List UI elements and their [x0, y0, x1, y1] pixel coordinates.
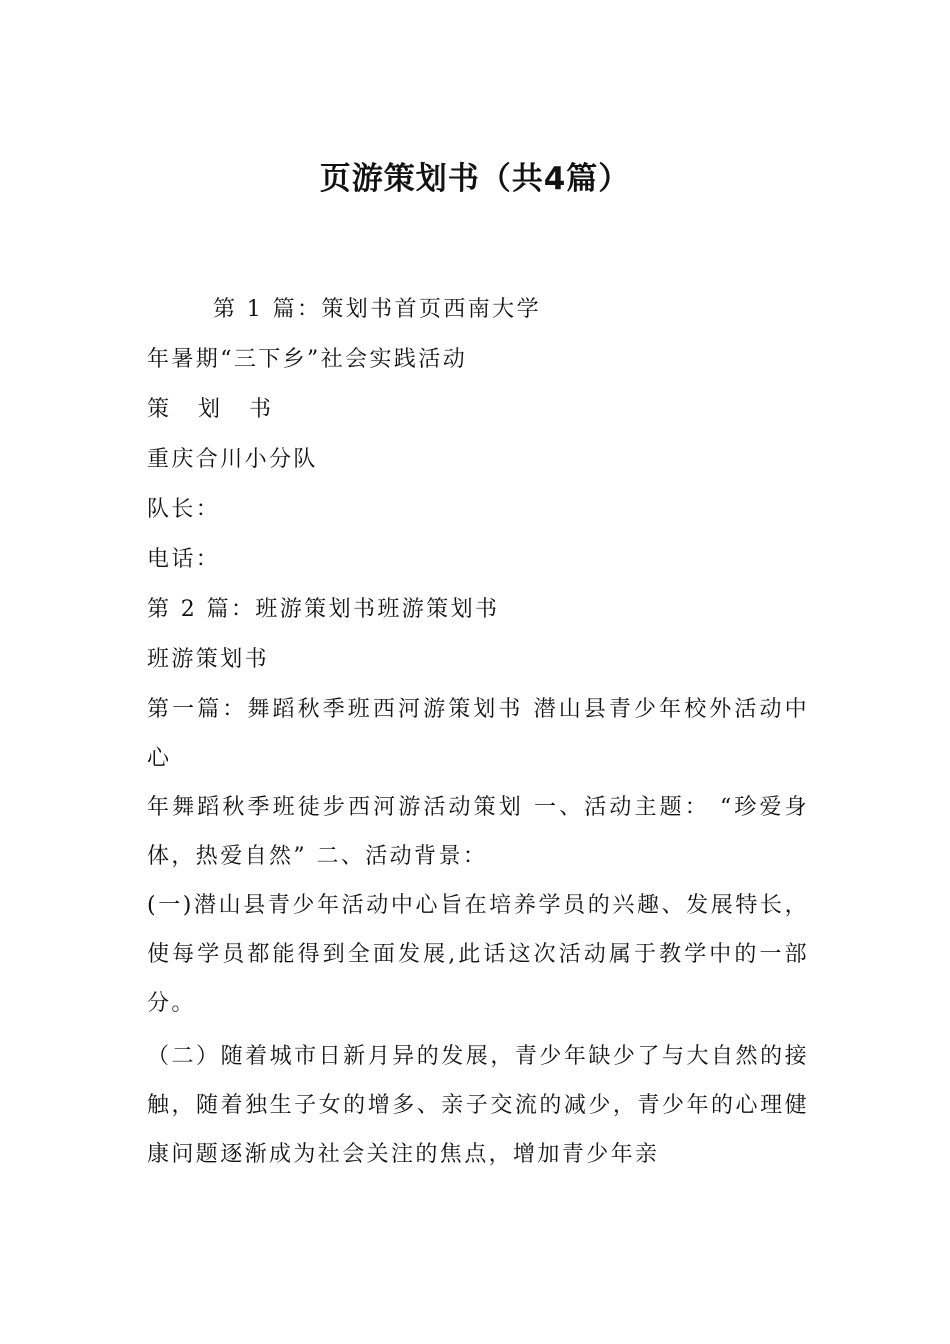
text-line: 年暑期“三下乡”社会实践活动 — [147, 347, 468, 372]
text-line: 班游策划书 — [147, 647, 270, 672]
text-line: 队长： — [147, 497, 221, 522]
text-line: 策 划 书 — [147, 397, 282, 422]
text-line: 重庆合川小分队 — [147, 447, 318, 472]
paragraph: 第一篇：舞蹈秋季班西河游策划书 潜山县青少年校外活动中心 — [147, 697, 809, 771]
paragraph: （二）随着城市日新月异的发展，青少年缺少了与大自然的接触，随着独生子女的增多、亲子交流的减少，青少年的心理健康问题逐渐成为社会关注的焦点，增加青少年亲 — [147, 1044, 809, 1167]
document-title: 页游策划书（共4篇） — [319, 161, 631, 197]
paragraph: 年舞蹈秋季班徒步西河游活动策划 一、活动主题： “珍爱身体，热爱自然” 二、活动背景： — [147, 795, 809, 869]
chapter-2-heading: 第 2 篇：班游策划书班游策划书 — [147, 597, 500, 622]
document-body — [147, 285, 809, 1179]
chapter-1-heading: 第 1 篇：策划书首页西南大学 — [213, 297, 541, 322]
paragraph: (一)潜山县青少年活动中心旨在培养学员的兴趣、发展特长，使每学员都能得到全面发展,此话这次活动属于教学中的一部分。 — [147, 893, 809, 1016]
text-line: 电话： — [147, 547, 221, 572]
